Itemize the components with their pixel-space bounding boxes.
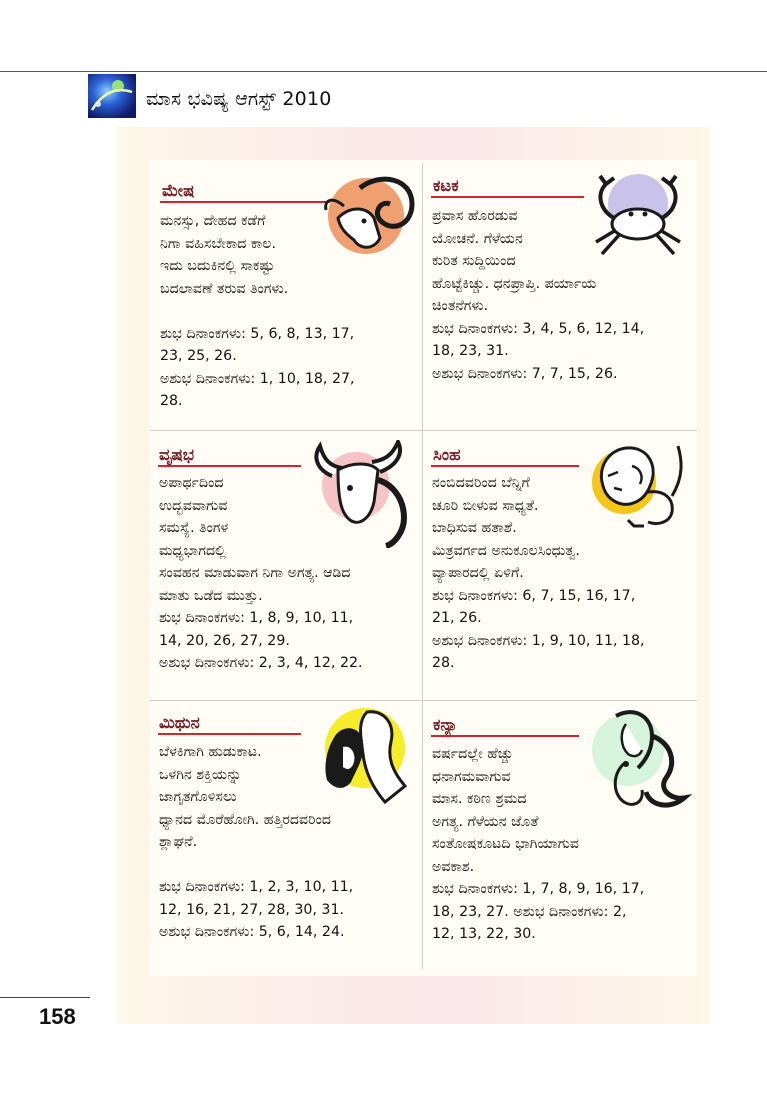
sign-title-vrushabha: ವೃಷಭ	[159, 445, 195, 464]
title-underline	[431, 465, 579, 467]
page-title: ಮಾಸ ಭವಿಷ್ಯ ಆಗಸ್ಟ್ 2010	[146, 88, 332, 110]
sign-text-mithuna: ಬೆಳಕಿಗಾಗಿ ಹುಡುಕಾಟ. ಒಳಗಿನ ಶಕ್ತಿಯನ್ನು ಜಾಗೃತಗೊಳಿಸಲು ಧ್ಯಾನದ ಮೊರೆಹೋಗಿ. ಹತ್ತಿರದವರಿಂದ ಶ್ಲಾಘನೆ. ಶುಭ ದಿನಾಂಕಗಳು: 1, 2, 3, 10, 11, 12, 16, 21, 27, 28, 30, 31. ಅಶುಭ ದಿನಾಂಕಗಳು: 5, 6, 14, 24.	[159, 744, 354, 940]
row-divider	[150, 700, 697, 701]
title-underline	[431, 196, 584, 198]
sign-text-kanya: ವರ್ಷದಲ್ಲೇ ಹೆಚ್ಚು ಧನಾಗಮವಾಗುವ ಮಾಸ. ಕಠಿಣ ಶ್ರಮದ ಅಗತ್ಯ. ಗೆಳೆಯನ ಜೊತೆ ಸಂತೋಷಕೂಟದಿ ಭಾಗಿಯಾಗುವ ಅವಕಾಶ. ಶುಭ ದಿನಾಂಕಗಳು: 1, 7, 8, 9, 16, 17, 18, 23, 27. ಅಶುಭ ದಿನಾಂಕಗಳು: 2, 12, 13, 22, 30.	[432, 746, 645, 942]
sign-title-simha: ಸಿಂಹ	[433, 445, 461, 464]
sign-text-simha: ನಂಬಿದವರಿಂದ ಬೆನ್ನಿಗೆ ಚೂರಿ ಬೀಳುವ ಸಾಧ್ಯತೆ. ಬಾಧಿಸುವ ಹತಾಶೆ. ಮಿತ್ರವರ್ಗದ ಅನುಕೂಲಸಿಂಧುತ್ವ. ವ್ಯಾಪಾರದಲ್ಲಿ ಏಳಿಗೆ. ಶುಭ ದಿನಾಂಕಗಳು: 6, 7, 15, 16, 17, 21, 26. ಅಶುಭ ದಿನಾಂಕಗಳು: 1, 9, 10, 11, 18, 28.	[432, 475, 645, 671]
column-divider	[422, 163, 423, 969]
sign-title-mesha: ಮೇಷ	[162, 181, 195, 200]
globe-planet-logo-icon	[88, 74, 136, 118]
sign-text-mesha: ಮನಸ್ಸು, ದೇಹದ ಕಡೆಗೆ ನಿಗಾ ವಹಿಸಬೇಕಾದ ಕಾಲ. ಇದು ಬದುಕಿನಲ್ಲಿ ಸಾಕಷ್ಟು ಬದಲಾವಣೆ ತರುವ ತಿಂಗಳು. ಶುಭ ದಿನಾಂಕಗಳು: 5, 6, 8, 13, 17, 23, 25, 26. ಅಶುಭ ದಿನಾಂಕಗಳು: 1, 10, 18, 27, 28.	[160, 213, 355, 409]
footer-rule	[0, 997, 90, 998]
sign-title-kanya: ಕನ್ಯಾ	[433, 715, 458, 734]
title-underline	[158, 733, 301, 735]
title-underline	[160, 201, 330, 203]
page-number: 158	[39, 1004, 76, 1029]
top-rule	[0, 71, 767, 72]
sign-title-mithuna: ಮಿಥುನ	[159, 713, 200, 732]
title-underline	[431, 735, 579, 737]
sign-text-kataka: ಪ್ರವಾಸ ಹೊರಡುವ ಯೋಚನೆ. ಗೆಳೆಯನ ಕುರಿತ ಸುದ್ದಿಯಿಂದ ಹೊಟ್ಟೆಕಿಚ್ಚು. ಧನಪ್ರಾಪ್ತಿ. ಪರ್ಯಾಯ ಚಿಂತನೆಗಳು. ಶುಭ ದಿನಾಂಕಗಳು: 3, 4, 5, 6, 12, 14, 18, 23, 31. ಅಶುಭ ದಿನಾಂಕಗಳು: 7, 7, 15, 26.	[432, 208, 645, 382]
sign-text-vrushabha: ಅಪಾರ್ಥದಿಂದ ಉದ್ಭವವಾಗುವ ಸಮಸ್ಯೆ. ತಿಂಗಳ ಮಧ್ಯಭಾಗದಲ್ಲಿ ಸಂವಹನ ಮಾಡುವಾಗ ನಿಗಾ ಅಗತ್ಯ. ಆಡಿದ ಮಾತು ಒಡೆದ ಮುತ್ತು. ಶುಭ ದಿನಾಂಕಗಳು: 1, 8, 9, 10, 11, 14, 20, 26, 27, 29. ಅಶುಭ ದಿನಾಂಕಗಳು: 2, 3, 4, 12, 22.	[159, 475, 363, 671]
sign-title-kataka: ಕಟಕ	[433, 176, 459, 195]
title-underline	[158, 465, 301, 467]
row-divider	[150, 430, 697, 431]
